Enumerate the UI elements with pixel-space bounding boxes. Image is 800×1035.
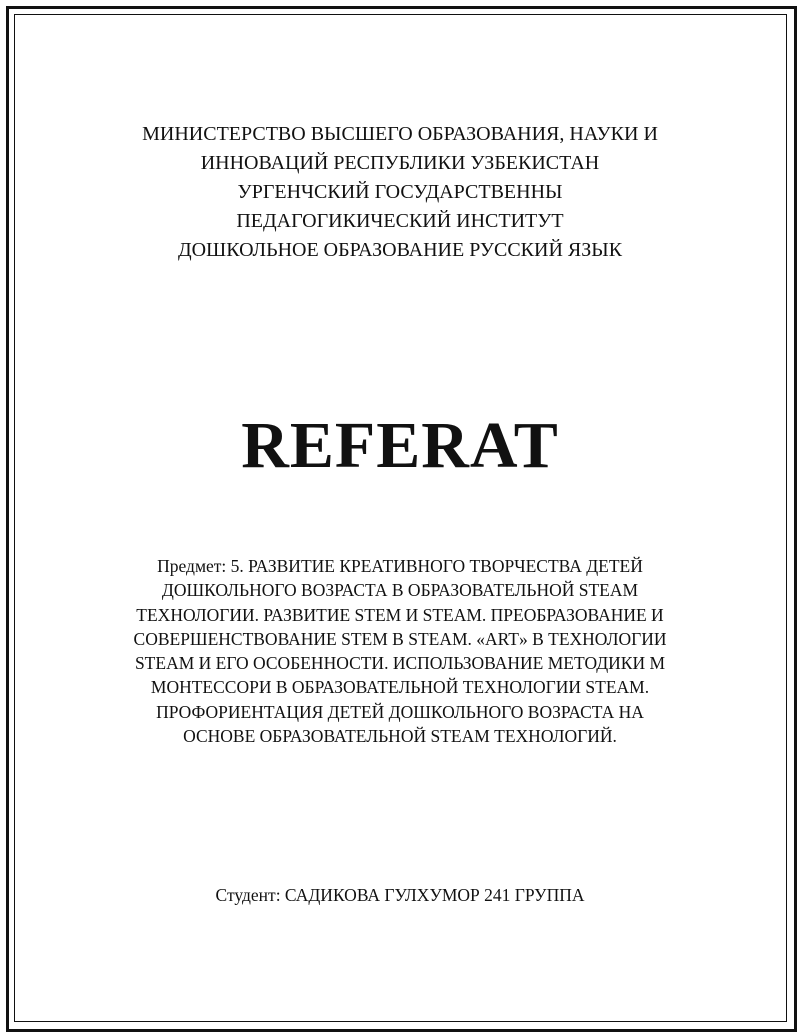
subject-description: [0, 554, 800, 748]
subject-line: ТЕХНОЛОГИИ. РАЗВИТИЕ STEM И STEAM. ПРЕОБРАЗОВАНИЕ И: [136, 604, 664, 625]
subject-line: МОНТЕССОРИ В ОБРАЗОВАТЕЛЬНОЙ ТЕХНОЛОГИИ STEAM.: [150, 677, 650, 698]
header-line-ministry: МИНИСТЕРСТВО ВЫСШЕГО ОБРАЗОВАНИЯ, НАУКИ И: [142, 123, 658, 145]
subject-line: ОСНОВЕ ОБРАЗОВАТЕЛЬНОЙ STEAM ТЕХНОЛОГИЙ.: [183, 726, 617, 747]
subject-line: Предмет: 5. РАЗВИТИЕ КРЕАТИВНОГО ТВОРЧЕСТВА ДЕТЕЙ: [157, 556, 643, 576]
subject-line: СОВЕРШЕНСТВОВАНИЕ STEM В STEAM. «ART» В ТЕХНОЛОГИИ: [133, 628, 667, 649]
subject-line: ПРОФОРИЕНТАЦИЯ ДЕТЕЙ ДОШКОЛЬНОГО ВОЗРАСТА НА: [156, 701, 644, 722]
institution-header: [0, 120, 800, 265]
header-line-department: ДОШКОЛЬНОЕ ОБРАЗОВАНИЕ РУССКИЙ ЯЗЫК: [177, 239, 623, 261]
header-line-university: УРГЕНЧСКИЙ ГОСУДАРСТВЕННЫ: [237, 181, 563, 203]
header-line-republic: ИННОВАЦИЙ РЕСПУБЛИКИ УЗБЕКИСТАН: [200, 152, 600, 174]
subject-line: STEAM И ЕГО ОСОБЕННОСТИ. ИСПОЛЬЗОВАНИЕ МЕТОДИКИ М: [134, 653, 666, 674]
student-info: Студент: САДИКОВА ГУЛХУМОР 241 ГРУППА: [215, 885, 585, 905]
document-title: REFERAT: [241, 409, 559, 482]
subject-line: ДОШКОЛЬНОГО ВОЗРАСТА В ОБРАЗОВАТЕЛЬНОЙ STEAM: [161, 580, 639, 601]
header-line-institute: ПЕДАГОГИКИЧЕСКИЙ ИНСТИТУТ: [236, 210, 564, 232]
